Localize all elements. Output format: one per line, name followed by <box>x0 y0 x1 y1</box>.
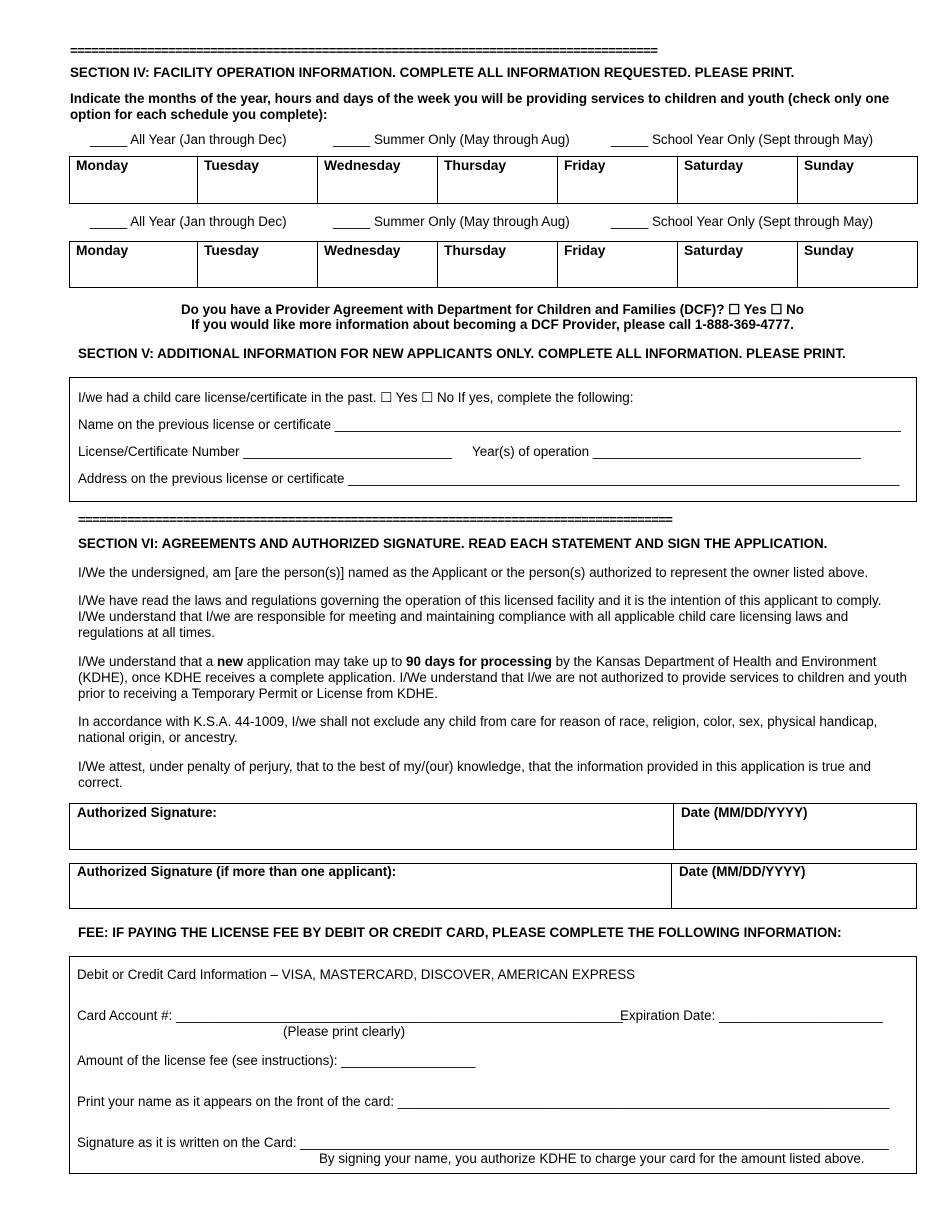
schedule-2-wednesday-cell[interactable]: Wednesday <box>318 242 438 288</box>
p3-90-days-emphasis: 90 days for processing <box>406 654 552 669</box>
divider-rule: ===================================================================================== <box>78 512 673 527</box>
license-number-field[interactable]: License/Certificate Number ____________________________ <box>78 444 452 459</box>
signature-box-divider <box>673 804 674 849</box>
fee-title: FEE: IF PAYING THE LICENSE FEE BY DEBIT OR CREDIT CARD, PLEASE COMPLETE THE FOLLOWING INFORMATION: <box>78 925 842 940</box>
divider-rule: ==================================================================================== <box>70 43 658 58</box>
agreement-paragraph-4: In accordance with K.S.A. 44-1009, I/we shall not exclude any child from care for reason of race, religion, color, sex, physical handicap, national origin, or ancestry. <box>78 714 878 745</box>
card-account-field[interactable]: Card Account #: ____________________________________________________________ <box>77 1008 623 1023</box>
license-fee-amount-field[interactable]: Amount of the license fee (see instructions): __________________ <box>77 1053 476 1068</box>
schedule-2-school-year-option[interactable]: _____ School Year Only (Sept through May) <box>611 214 874 229</box>
card-signature-field[interactable]: Signature as it is written on the Card: _______________________________________________________________________________ <box>77 1135 889 1150</box>
schedule-1-wednesday-cell[interactable]: Wednesday <box>318 157 438 204</box>
schedule-1-monday-cell[interactable]: Monday <box>70 157 198 204</box>
date-input-1[interactable] <box>676 822 914 849</box>
schedule-2-thursday-cell[interactable]: Thursday <box>438 242 558 288</box>
date-input-2[interactable] <box>674 881 914 908</box>
signature-box-1 <box>69 803 917 850</box>
schedule-1-days-table <box>69 156 918 204</box>
schedule-2-friday-cell[interactable]: Friday <box>558 242 678 288</box>
section-4-instructions: Indicate the months of the year, hours and days of the week you will be providing services to children and youth (check only one option for each schedule you complete): <box>70 91 890 122</box>
schedule-2-all-year-option[interactable]: _____ All Year (Jan through Dec) <box>90 214 287 229</box>
schedule-2-days-table <box>69 241 918 288</box>
p3-text-a: I/We understand that a <box>78 654 217 669</box>
agreement-paragraph-3 <box>78 654 910 702</box>
section-6-title: SECTION VI: AGREEMENTS AND AUTHORIZED SIGNATURE. READ EACH STATEMENT AND SIGN THE APPLICATION. <box>78 536 828 551</box>
authorized-signature-label: Authorized Signature: <box>77 805 217 820</box>
authorized-signature-input[interactable] <box>70 822 670 849</box>
date-label-1: Date (MM/DD/YYYY) <box>681 805 808 820</box>
agreement-paragraph-2: I/We have read the laws and regulations governing the operation of this licensed facility and it is the intention of this applicant to comply. I/We understand that I/we are responsible for meeting and maintaining compliance with all applicable child care licensing laws and regulations at all times. <box>78 593 882 640</box>
agreement-paragraph-5: I/We attest, under penalty of perjury, that to the best of my/(our) knowledge, that the information provided in this application is true and correct. <box>78 759 871 790</box>
schedule-2-summer-option[interactable]: _____ Summer Only (May through Aug) <box>333 214 570 229</box>
section-5-title: SECTION V: ADDITIONAL INFORMATION FOR NEW APPLICANTS ONLY. COMPLETE ALL INFORMATION. PLEASE PRINT. <box>78 346 846 361</box>
previous-address-field[interactable]: Address on the previous license or certificate __________________________________________________________________________ <box>78 471 900 486</box>
p3-new-emphasis: new <box>216 654 244 669</box>
p3-text-c: application may take up to <box>243 654 407 669</box>
signature-box-divider <box>671 864 672 908</box>
second-signature-input[interactable] <box>70 881 668 908</box>
previous-license-box <box>69 377 917 502</box>
cardholder-name-field[interactable]: Print your name as it appears on the front of the card: __________________________________________________________________ <box>77 1094 890 1109</box>
schedule-2-sunday-cell[interactable]: Sunday <box>798 242 918 288</box>
past-license-question[interactable]: I/we had a child care license/certificate in the past. ☐ Yes ☐ No If yes, complete the following: <box>78 390 634 405</box>
card-info-label: Debit or Credit Card Information – VISA, MASTERCARD, DISCOVER, AMERICAN EXPRESS <box>77 967 636 982</box>
section-4-title: SECTION IV: FACILITY OPERATION INFORMATION. COMPLETE ALL INFORMATION REQUESTED. PLEASE PRINT. <box>70 65 795 80</box>
schedule-1-school-year-option[interactable]: _____ School Year Only (Sept through May) <box>611 132 874 147</box>
schedule-1-all-year-option[interactable]: _____ All Year (Jan through Dec) <box>90 132 287 147</box>
previous-name-field[interactable]: Name on the previous license or certificate ____________________________________________________________________________ <box>78 417 901 432</box>
schedule-1-tuesday-cell[interactable]: Tuesday <box>198 157 318 204</box>
dcf-info: If you would like more information about becoming a DCF Provider, please call 1-888-369-4777. <box>191 317 794 332</box>
expiration-date-field[interactable]: Expiration Date: ______________________ <box>620 1008 883 1023</box>
schedule-2-monday-cell[interactable]: Monday <box>70 242 198 288</box>
schedule-1-sunday-cell[interactable]: Sunday <box>798 157 918 204</box>
date-label-2: Date (MM/DD/YYYY) <box>679 864 806 879</box>
p3-text-e: by the Kansas Department of Health and Environment (KDHE), once KDHE receives a complete application. I/We understand that I/we are not authorized to provide services to children and youth prior to receiving a Temporary Permit or License from KDHE. <box>78 654 907 701</box>
schedule-1-summer-option[interactable]: _____ Summer Only (May through Aug) <box>333 132 570 147</box>
schedule-2-tuesday-cell[interactable]: Tuesday <box>198 242 318 288</box>
schedule-2-saturday-cell[interactable]: Saturday <box>678 242 798 288</box>
authorization-note: By signing your name, you authorize KDHE to charge your card for the amount listed above. <box>319 1151 865 1166</box>
dcf-question[interactable]: Do you have a Provider Agreement with Department for Children and Families (DCF)? ☐ Yes ☐ No <box>181 302 804 317</box>
years-of-operation-field[interactable]: Year(s) of operation ____________________________________ <box>472 444 861 459</box>
agreement-paragraph-1: I/We the undersigned, am [are the person(s)] named as the Applicant or the person(s) authorized to represent the owner listed above. <box>78 565 869 580</box>
signature-box-2 <box>69 863 917 909</box>
print-clearly-note: (Please print clearly) <box>283 1024 406 1039</box>
schedule-1-saturday-cell[interactable]: Saturday <box>678 157 798 204</box>
second-signature-label: Authorized Signature (if more than one applicant): <box>77 864 397 879</box>
schedule-1-thursday-cell[interactable]: Thursday <box>438 157 558 204</box>
card-info-box <box>69 956 917 1174</box>
schedule-1-friday-cell[interactable]: Friday <box>558 157 678 204</box>
